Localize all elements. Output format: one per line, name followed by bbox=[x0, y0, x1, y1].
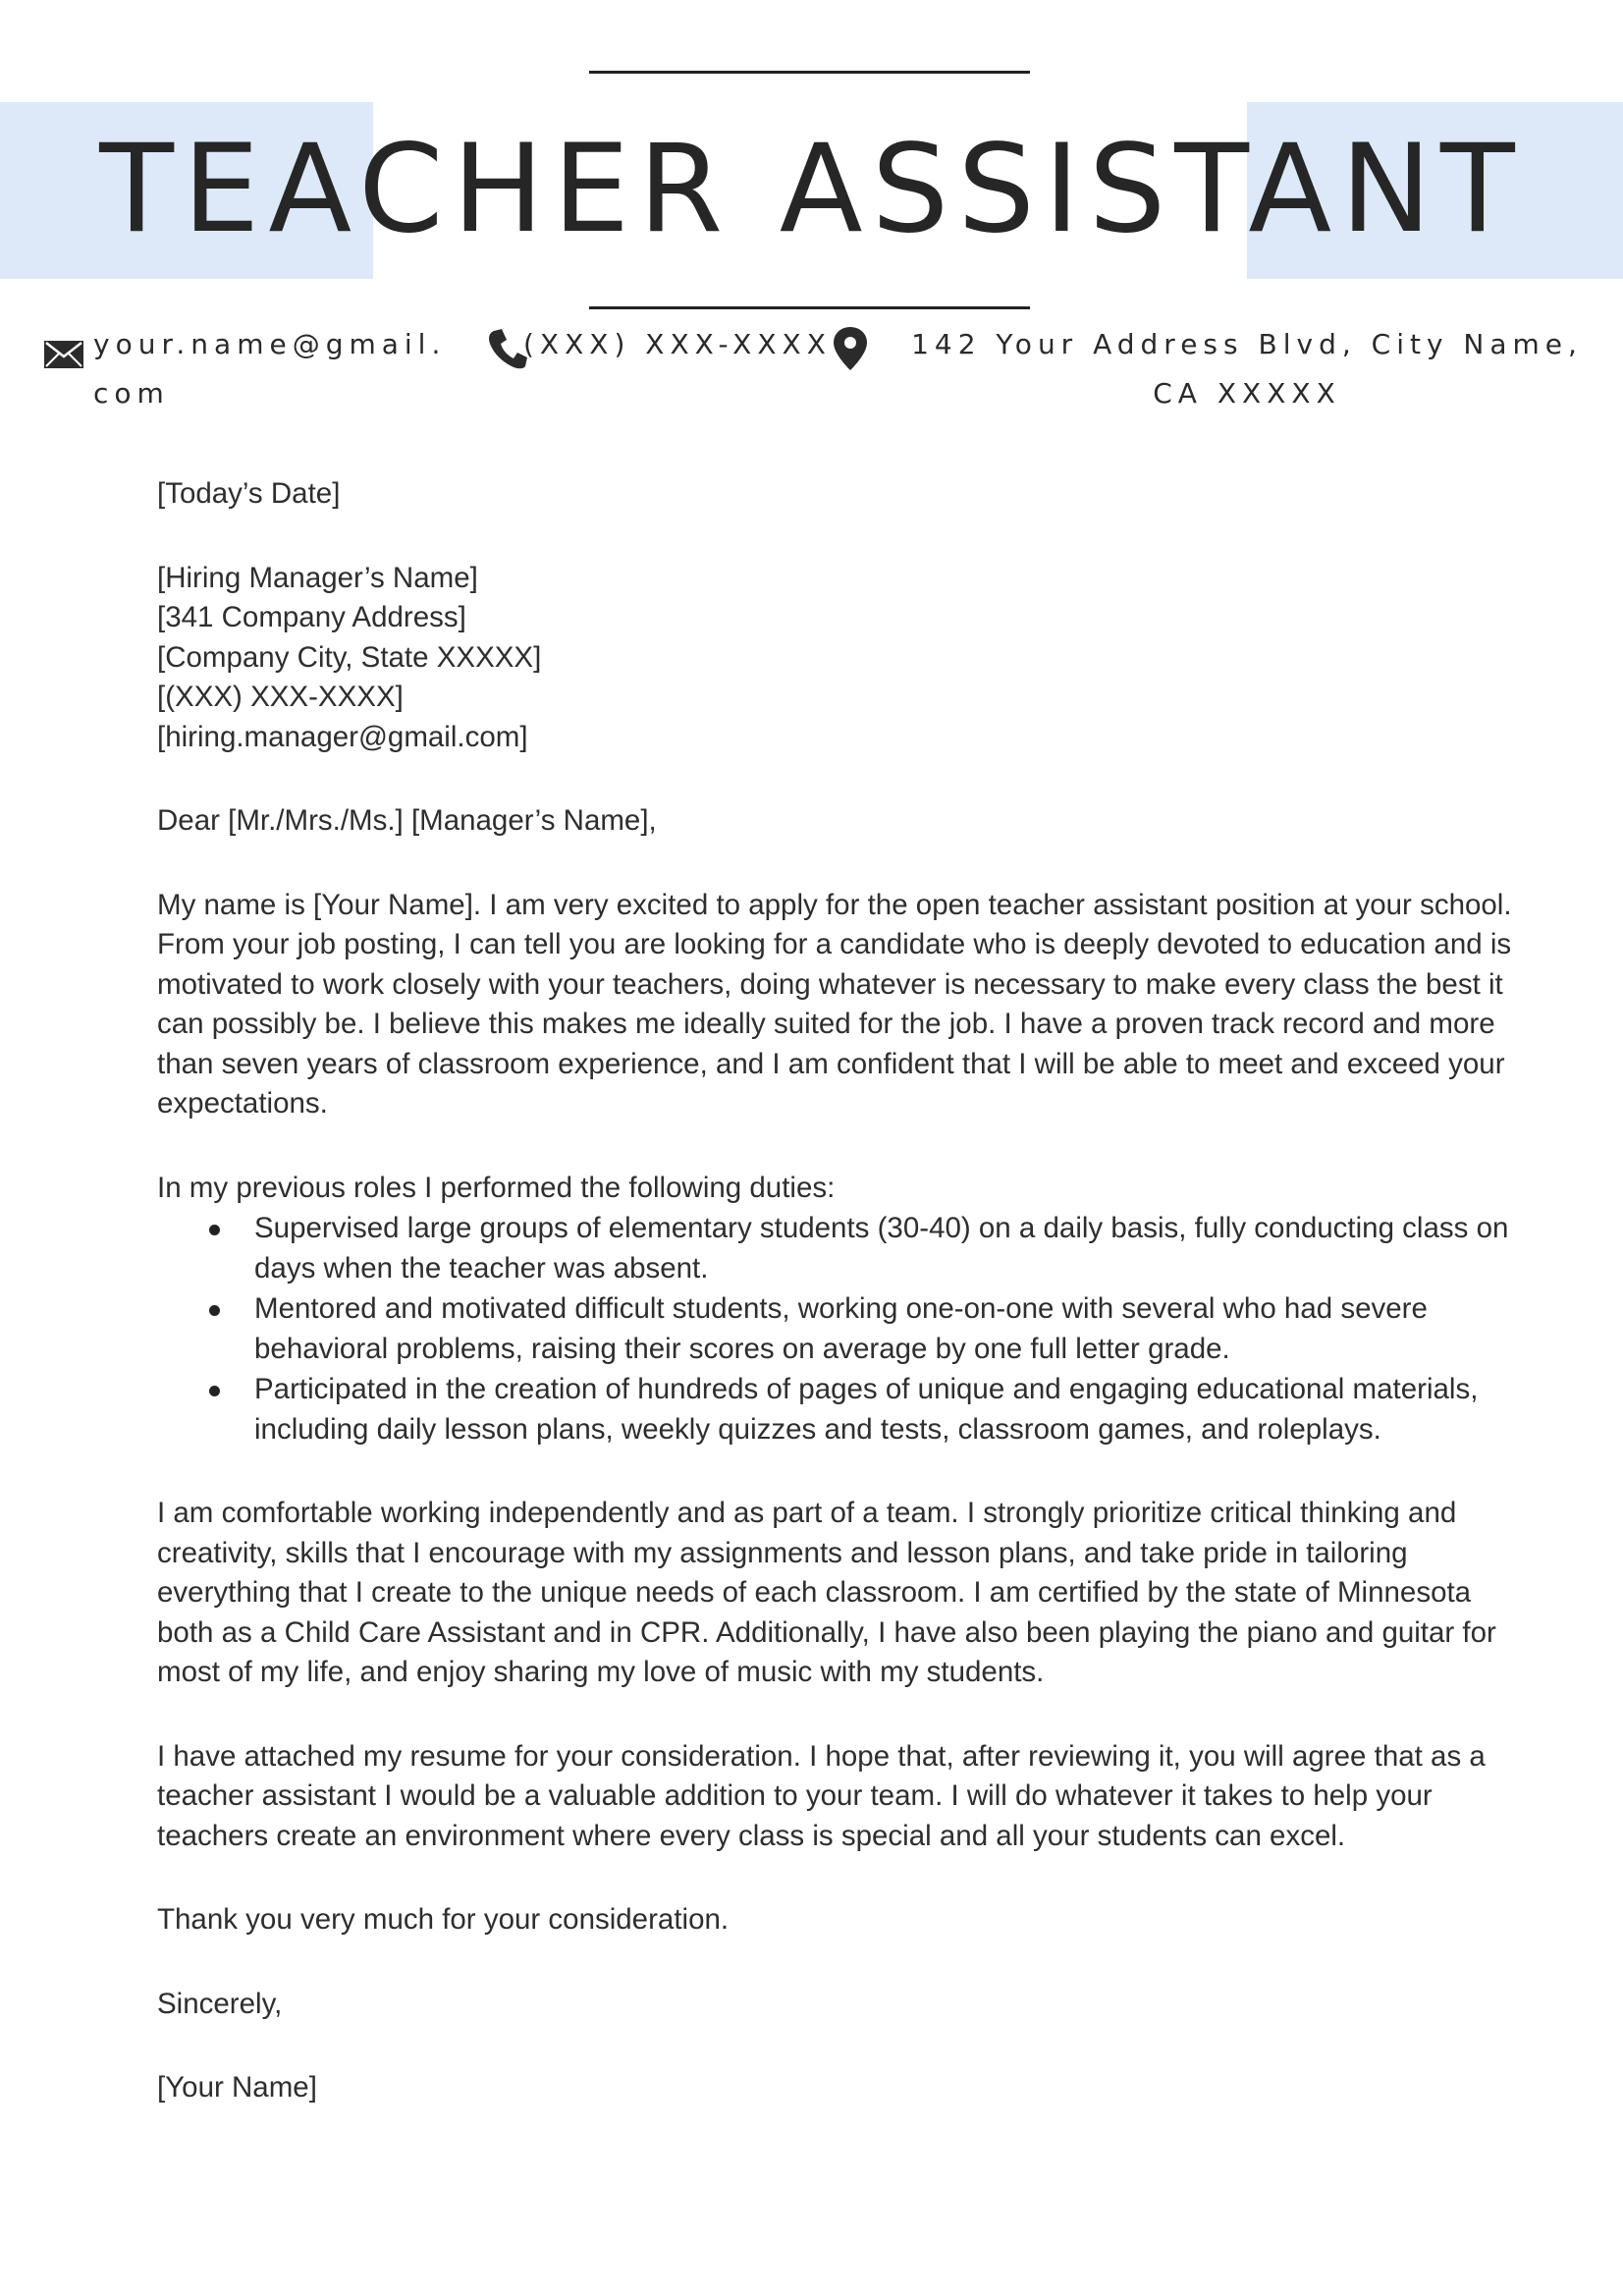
contact-email: your.name@gmail.com bbox=[93, 328, 447, 410]
recipient-phone: [(XXX) XXX-XXXX] bbox=[157, 681, 404, 713]
thank-you-line: Thank you very much for your consideration. bbox=[157, 1903, 730, 1936]
list-item: Participated in the creation of hundreds of pages of unique and engaging educational materials, including daily lesson plans, weekly quizzes and tests, classroom games, and roleplays. bbox=[157, 1370, 1532, 1449]
recipient-email: [hiring.manager@gmail.com] bbox=[157, 720, 528, 753]
letter-date: [Today’s Date] bbox=[157, 477, 341, 510]
duties-list bbox=[157, 1209, 1532, 1449]
recipient-name: [Hiring Manager’s Name] bbox=[157, 561, 478, 594]
contact-address: 142 Your Address Blvd, City Name, CA XXXXX bbox=[911, 328, 1583, 410]
list-item: Mentored and motivated difficult students, working one-on-one with several who had severe behavioral problems, raising their scores on average by one full letter grade. bbox=[157, 1289, 1532, 1369]
header-bottom-rule bbox=[589, 306, 1030, 309]
duties-intro: In my previous roles I performed the following duties: bbox=[157, 1171, 836, 1204]
letter-body bbox=[157, 474, 1532, 2153]
list-item: Supervised large groups of elementary students (30-40) on a daily basis, fully conducting class on days when the teacher was absent. bbox=[157, 1209, 1532, 1288]
paragraph-closing: I have attached my resume for your consideration. I hope that, after reviewing it, you will agree that as a teacher assistant I would be a valuable addition to your team. I will do whatever it takes to help your teachers create an environment where every class is special and all your students can excel. bbox=[157, 1739, 1486, 1852]
envelope-icon bbox=[43, 340, 84, 369]
header-top-rule bbox=[589, 71, 1030, 74]
contact-phone: (XXX) XXX-XXXX bbox=[523, 328, 832, 360]
paragraph-skills: I am comfortable working independently and as part of a team. I strongly prioritize critical thinking and creativity, skills that I encourage with my assignments and lesson plans, and take pride in tailoring everything that I create to the unique needs of each classroom. I am certified by the state of Minnesota both as a Child Care Assistant and in CPR. Additionally, I have also been playing the piano and guitar for most of my life, and enjoy sharing my love of music with my students. bbox=[157, 1497, 1496, 1688]
signature: [Your Name] bbox=[157, 2071, 317, 2104]
page-title: TEACHER ASSISTANT bbox=[99, 119, 1524, 260]
salutation: Dear [Mr./Mrs./Ms.] [Manager’s Name], bbox=[157, 804, 657, 837]
recipient-city-state: [Company City, State XXXXX] bbox=[157, 640, 542, 674]
recipient-block bbox=[157, 559, 1532, 758]
map-pin-icon bbox=[833, 326, 868, 371]
phone-icon bbox=[488, 328, 527, 369]
recipient-address: [341 Company Address] bbox=[157, 601, 466, 633]
paragraph-intro: My name is [Your Name]. I am very excited to apply for the open teacher assistant position at your school. From your job posting, I can tell you are looking for a candidate who is deeply devoted to education and is motivated to work closely with your teachers, doing whatever is necessary to make every class the best it can possibly be. I believe this makes me ideally suited for the job. I have a proven track record and more than seven years of classroom experience, and I am confident that I will be able to meet and exceed your expectations. bbox=[157, 888, 1512, 1120]
closing: Sincerely, bbox=[157, 1987, 283, 2020]
